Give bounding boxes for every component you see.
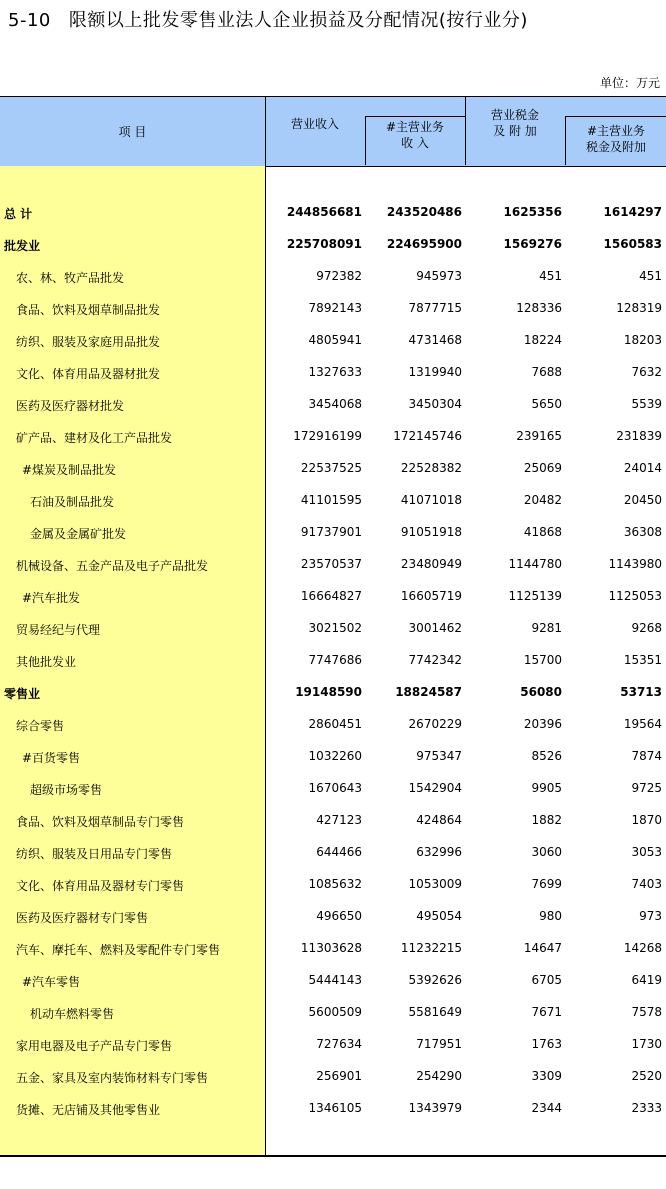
row-value: 23570537 [300,557,362,571]
row-value: 23480949 [400,557,462,571]
row-value: 4731468 [408,333,462,347]
row-value: 22537525 [300,461,362,475]
row-value: 9725 [631,781,662,795]
row-value: 224695900 [386,237,462,251]
row-value: 7877715 [408,301,462,315]
table-row [0,197,666,229]
row-value: 1625356 [503,205,562,219]
row-value: 1343979 [408,1101,462,1115]
row-value: 172145746 [393,429,462,443]
row-label: 总 计 [4,207,33,221]
table-row [0,1061,666,1093]
row-value: 7578 [631,1005,662,1019]
row-value: 14268 [623,941,662,955]
row-value: 16664827 [300,589,362,603]
table-row [0,229,666,261]
row-value: 18824587 [395,685,462,699]
row-value: 41868 [523,525,562,539]
row-value: 5650 [531,397,562,411]
table-row [0,357,666,389]
row-value: 495054 [416,909,462,923]
row-value: 7892143 [308,301,362,315]
row-value: 632996 [416,845,462,859]
header-main-revenue: #主营业务 收 入 [385,120,445,150]
row-label: 医药及医疗器材批发 [16,399,125,413]
row-label: 金属及金属矿批发 [30,527,127,541]
row-label: 纺织、服装及家庭用品批发 [16,335,161,349]
row-value: 1144780 [508,557,562,571]
row-value: 5444143 [308,973,362,987]
row-value: 6705 [531,973,562,987]
row-value: 1327633 [308,365,362,379]
row-value: 15700 [523,653,562,667]
row-value: 25069 [523,461,562,475]
row-value: 7742342 [408,653,462,667]
row-value: 2333 [631,1101,662,1115]
row-value: 19564 [623,717,662,731]
row-label: 食品、饮料及烟草制品专门零售 [16,815,185,829]
row-value: 6419 [631,973,662,987]
table-row [0,613,666,645]
row-value: 5539 [631,397,662,411]
row-value: 4805941 [308,333,362,347]
row-value: 1670643 [308,781,362,795]
row-value: 7874 [631,749,662,763]
row-value: 3309 [531,1069,562,1083]
row-value: 22528382 [400,461,462,475]
row-value: 91737901 [300,525,362,539]
row-value: 7671 [531,1005,562,1019]
row-value: 3454068 [308,397,362,411]
row-value: 239165 [516,429,562,443]
row-value: 9281 [531,621,562,635]
row-value: 128319 [616,301,662,315]
row-value: 1032260 [308,749,362,763]
row-value: 7699 [531,877,562,891]
row-value: 11232215 [400,941,462,955]
table-row [0,869,666,901]
bottom-rule [0,1155,666,1157]
row-value: 225708091 [286,237,362,251]
table-row [0,325,666,357]
row-value: 2520 [631,1069,662,1083]
row-value: 172916199 [293,429,362,443]
row-label: 其他批发业 [16,655,77,669]
row-value: 20450 [623,493,662,507]
row-value: 20396 [523,717,562,731]
table-title: 限额以上批发零售业法人企业损益及分配情况(按行业分) [68,10,528,31]
row-label: 五金、家具及室内装饰材料专门零售 [16,1071,209,1085]
row-value: 1319940 [408,365,462,379]
row-label: 贸易经纪与代理 [16,623,101,637]
row-value: 1143980 [608,557,662,571]
table-row [0,901,666,933]
row-value: 727634 [316,1037,362,1051]
row-value: 8526 [531,749,562,763]
row-value: 980 [539,909,562,923]
table-row [0,677,666,709]
row-label: 家用电器及电子产品专门零售 [16,1039,173,1053]
row-value: 24014 [623,461,662,475]
table-row [0,805,666,837]
row-value: 19148590 [295,685,362,699]
row-value: 3001462 [408,621,462,635]
table-row [0,293,666,325]
table-row [0,645,666,677]
row-value: 1125139 [508,589,562,603]
divider-line [465,96,466,165]
row-value: 2860451 [308,717,362,731]
row-label: 零售业 [4,687,41,701]
header-tax: 营业税金 及 附 加 [490,108,539,138]
table-row [0,709,666,741]
header-item: 项 目 [118,124,147,139]
row-value: 41101595 [300,493,362,507]
row-value: 3021502 [308,621,362,635]
row-value: 1085632 [308,877,362,891]
row-label: #汽车批发 [22,591,81,605]
table-row [0,485,666,517]
row-value: 451 [539,269,562,283]
row-value: 231839 [616,429,662,443]
table-row [0,421,666,453]
row-value: 91051918 [400,525,462,539]
unit-label: 单位：万元 [599,76,660,90]
table-row [0,965,666,997]
row-label: 超级市场零售 [30,783,103,797]
divider-line [565,116,666,117]
divider-line [365,116,366,165]
row-value: 973 [639,909,662,923]
divider-line [365,116,465,117]
row-label: 农、林、牧产品批发 [16,271,125,285]
row-label: 石油及制品批发 [30,495,115,509]
row-value: 53713 [620,685,662,699]
row-value: 244856681 [286,205,362,219]
row-value: 56080 [520,685,562,699]
table-row [0,453,666,485]
row-value: 1346105 [308,1101,362,1115]
row-value: 18203 [623,333,662,347]
row-value: 254290 [416,1069,462,1083]
row-value: 972382 [316,269,362,283]
table-row [0,837,666,869]
row-value: 7403 [631,877,662,891]
row-label: 文化、体育用品及器材批发 [16,367,161,381]
row-value: 1125053 [608,589,662,603]
table-header [0,96,666,167]
row-label: 机械设备、五金产品及电子产品批发 [16,559,209,573]
row-value: 41071018 [400,493,462,507]
page-title [8,6,528,32]
row-value: 9905 [531,781,562,795]
row-label: 矿产品、建材及化工产品批发 [16,431,173,445]
row-value: 256901 [316,1069,362,1083]
table-row [0,741,666,773]
row-value: 1730 [631,1037,662,1051]
row-value: 16605719 [400,589,462,603]
row-value: 7688 [531,365,562,379]
row-value: 975347 [416,749,462,763]
table-row [0,773,666,805]
row-value: 3450304 [408,397,462,411]
row-label: 文化、体育用品及器材专门零售 [16,879,185,893]
row-value: 1614297 [603,205,662,219]
row-label: 医药及医疗器材专门零售 [16,911,149,925]
table-row [0,549,666,581]
row-value: 128336 [516,301,562,315]
row-value: 15351 [623,653,662,667]
table-row [0,933,666,965]
row-value: 3053 [631,845,662,859]
row-label: 纺织、服装及日用品专门零售 [16,847,173,861]
row-value: 1763 [531,1037,562,1051]
row-value: 7632 [631,365,662,379]
row-value: 2670229 [408,717,462,731]
table-number: 5-10 [8,10,51,31]
row-label: 食品、饮料及烟草制品批发 [16,303,161,317]
table-row [0,517,666,549]
row-value: 427123 [316,813,362,827]
row-value: 451 [639,269,662,283]
table-row [0,581,666,613]
row-label: 货摊、无店铺及其他零售业 [16,1103,161,1117]
row-value: 20482 [523,493,562,507]
row-value: 945973 [416,269,462,283]
row-value: 2344 [531,1101,562,1115]
row-value: 11303628 [300,941,362,955]
row-value: 496650 [316,909,362,923]
row-value: 243520486 [386,205,462,219]
row-label: #百货零售 [22,751,81,765]
row-value: 14647 [523,941,562,955]
row-value: 1882 [531,813,562,827]
header-main-tax: #主营业务 税金及附加 [585,124,646,154]
row-value: 1870 [631,813,662,827]
row-value: 1053009 [408,877,462,891]
row-value: 3060 [531,845,562,859]
row-value: 7747686 [308,653,362,667]
row-value: 5392626 [408,973,462,987]
row-value: 36308 [623,525,662,539]
row-value: 1560583 [603,237,662,251]
row-value: 18224 [523,333,562,347]
row-value: 717951 [416,1037,462,1051]
row-label: 机动车燃料零售 [30,1007,115,1021]
row-label: #汽车零售 [22,975,81,989]
row-value: 9268 [631,621,662,635]
table-row [0,997,666,1029]
table-row [0,389,666,421]
header-revenue: 营业收入 [290,117,339,131]
row-label: 综合零售 [16,719,65,733]
row-label: 汽车、摩托车、燃料及零配件专门零售 [16,943,221,957]
table-row [0,261,666,293]
row-label: #煤炭及制品批发 [22,463,117,477]
divider-line [565,116,566,165]
row-value: 1569276 [503,237,562,251]
row-label: 批发业 [4,239,41,253]
row-value: 1542904 [408,781,462,795]
row-value: 424864 [416,813,462,827]
row-value: 5581649 [408,1005,462,1019]
table-row [0,1093,666,1125]
table-row [0,1029,666,1061]
row-value: 5600509 [308,1005,362,1019]
row-value: 644466 [316,845,362,859]
